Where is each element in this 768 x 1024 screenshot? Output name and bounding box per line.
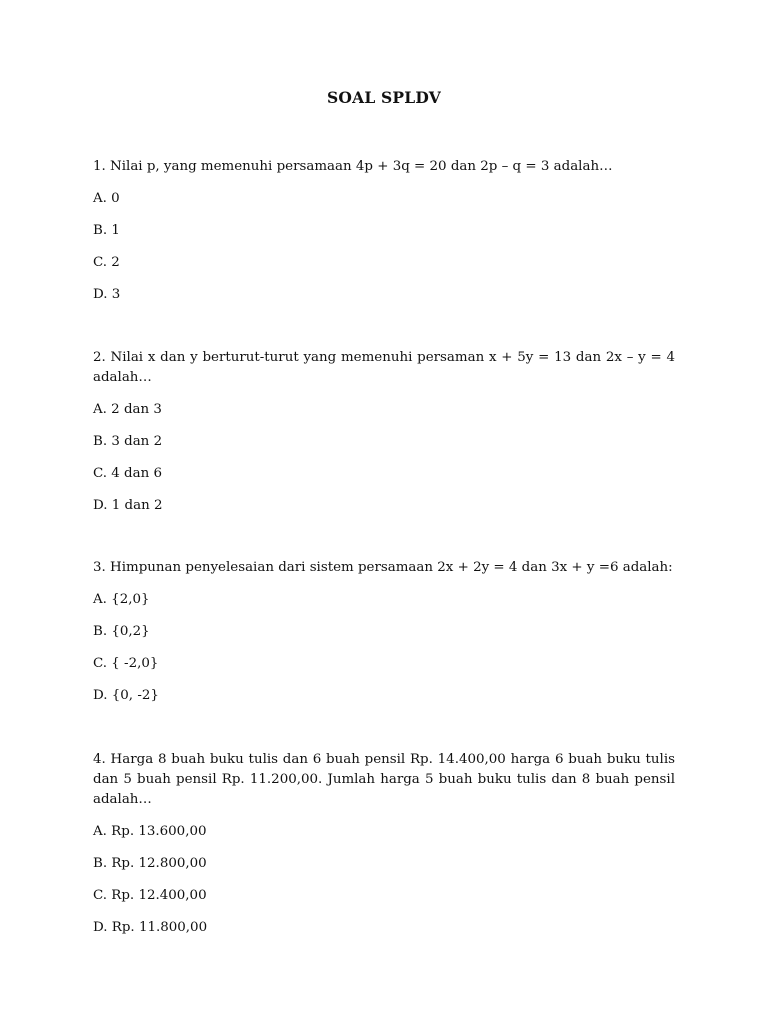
question-1-text: 1. Nilai p, yang memenuhi persamaan 4p + 3q = 20 dan 2p – q = 3 adalah…: [93, 159, 613, 174]
question-2-option-b: B. 3 dan 2: [93, 434, 163, 449]
question-2-text: 2. Nilai x dan y berturut-turut yang memenuhi persaman x + 5y = 13 dan 2x – y = 4 adalah…: [93, 350, 675, 385]
question-4: [93, 750, 675, 950]
question-1-options: [93, 189, 675, 305]
question-1-option-b: B. 1: [93, 223, 120, 238]
question-2-option-a: A. 2 dan 3: [93, 402, 162, 417]
question-4-text: 4. Harga 8 buah buku tulis dan 6 buah pensil Rp. 14.400,00 harga 6 buah buku tulis dan 5 buah pensil Rp. 11.200,00. Jumlah harga 5 buah buku tulis dan 8 buah pensil adalah…: [93, 752, 675, 807]
question-3-options: [93, 590, 675, 706]
question-4-option-d: D. Rp. 11.800,00: [93, 920, 208, 935]
question-3-option-d: D. {0, -2}: [93, 688, 159, 703]
question-2: [93, 348, 675, 528]
question-1-option-c: C. 2: [93, 255, 120, 270]
question-4-options: [93, 822, 675, 938]
question-1-option-d: D. 3: [93, 287, 121, 302]
question-2-option-c: C. 4 dan 6: [93, 466, 163, 481]
question-2-option-d: D. 1 dan 2: [93, 498, 163, 513]
question-1: [93, 157, 675, 317]
question-3: [93, 558, 675, 718]
question-3-option-a: A. {2,0}: [93, 592, 150, 607]
question-3-text: 3. Himpunan penyelesaian dari sistem persamaan 2x + 2y = 4 dan 3x + y =6 adalah:: [93, 560, 673, 575]
question-3-option-b: B. {0,2}: [93, 624, 150, 639]
question-2-options: [93, 400, 675, 516]
page-title: SOAL SPLDV: [327, 88, 441, 107]
question-1-option-a: A. 0: [93, 191, 120, 206]
question-4-option-c: C. Rp. 12.400,00: [93, 888, 207, 903]
question-4-option-b: B. Rp. 12.800,00: [93, 856, 207, 871]
question-4-option-a: A. Rp. 13.600,00: [93, 824, 207, 839]
question-3-option-c: C. { -2,0}: [93, 656, 159, 671]
